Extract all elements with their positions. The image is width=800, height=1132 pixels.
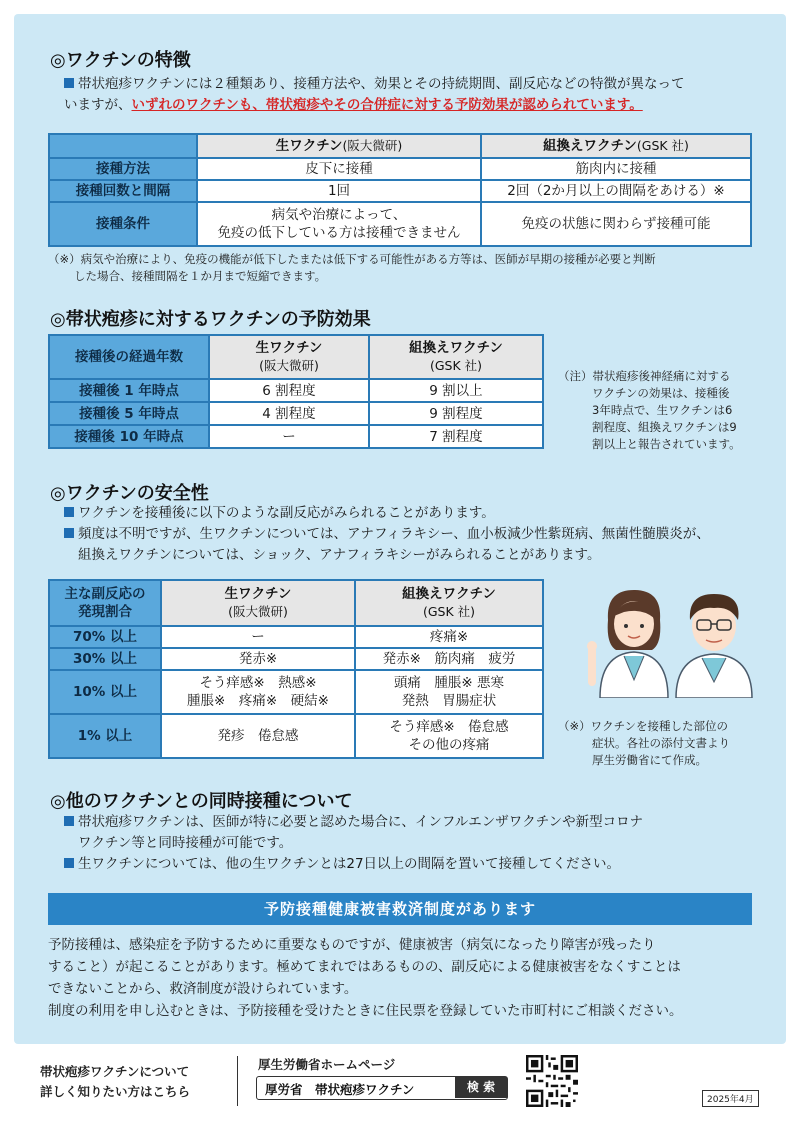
relief-banner: 予防接種健康被害救済制度があります xyxy=(48,893,752,925)
footer-homepage-label: 厚生労働省ホームページ xyxy=(258,1057,396,1072)
bullet-icon xyxy=(64,507,74,517)
efficacy-note: （注）帯状疱疹後神経痛に対する ワクチンの効果は、接種後 3年時点で、生ワクチンは6 割程度、組換えワクチンは9 割以上と報告されています。 xyxy=(558,369,741,451)
footer-info: 帯状疱疹ワクチンについて 詳しく知りたい方はこちら xyxy=(40,1064,191,1099)
section-title-simultaneous: ◎他のワクチンとの同時接種について xyxy=(50,791,353,812)
highlight-text: いずれのワクチンも、帯状疱疹やその合併症に対する予防効果が認められています。 xyxy=(131,97,643,113)
col-recombinant-vaccine: 組換えワクチン(GSK 社) xyxy=(481,134,751,158)
search-box[interactable] xyxy=(256,1076,508,1100)
doctors-illustration xyxy=(578,578,768,698)
table-row: 70% 以上 ー 疼痛※ xyxy=(49,626,543,648)
efficacy-table: 接種後の経過年数 生ワクチン (阪大微研) 組換えワクチン (GSK 社) 接種後 1 年時点 6 割程度 9 割以上 接種後 5 年時点 4 割程度 9 割程度 接種後 10 年時点 ー 7 割程度 xyxy=(48,334,544,449)
footer-divider xyxy=(237,1056,238,1106)
table-row: 接種回数と間隔 1回 2回（2か月以上の間隔をあける）※ xyxy=(49,180,751,202)
bullet-icon xyxy=(64,858,74,868)
features-table xyxy=(48,133,752,247)
male-doctor-icon xyxy=(676,594,752,698)
table-row: 30% 以上 発赤※ 発赤※ 筋肉痛 疲労 xyxy=(49,648,543,670)
qr-code-icon[interactable] xyxy=(526,1055,578,1107)
simultaneous-paragraph: 帯状疱疹ワクチンは、医師が特に必要と認めた場合に、インフルエンザワクチンや新型コロナ ワクチン等と同時接種が可能です。 生ワクチンについては、他の生ワクチンとは27日以上の間隔を置いて接種してください。 xyxy=(64,812,774,875)
search-query: 厚労省 帯状疱疹ワクチン xyxy=(265,1082,415,1097)
table-row: 接種条件 病気や治療によって、 免疫の低下している方は接種できません 免疫の状態に関わらず接種可能 xyxy=(49,202,751,246)
table-row: 接種方法 皮下に接種 筋肉内に接種 xyxy=(49,158,751,180)
publish-date: 2025年4月 xyxy=(702,1090,759,1107)
bullet-icon xyxy=(64,816,74,826)
section-title-safety: ◎ワクチンの安全性 xyxy=(50,483,209,504)
table-row: 接種後 1 年時点 6 割程度 9 割以上 xyxy=(49,379,543,402)
relief-paragraph: 予防接種は、感染症を予防するために重要なものですが、健康被害（病気になったり障害が残ったり すること）が起こることがあります。極めてまれではあるものの、副反応による健康被害をなくすことは できないことから、救済制度が設けられています。 制度の利用を申し込むときは、予防接種を受けたときに住民票を登録していた市町村にご相談ください。 xyxy=(48,937,683,1019)
table-row: 接種後 5 年時点 4 割程度 9 割程度 xyxy=(49,402,543,425)
side-effects-note: （※）ワクチンを接種した部位の 症状。各社の添付文書より 厚生労働省にて作成。 xyxy=(558,719,730,767)
female-doctor-icon xyxy=(587,590,668,698)
safety-paragraph: ワクチンを接種後に以下のような副反応がみられることがあります。 頻度は不明ですが、生ワクチンについては、アナフィラキシー、血小板減少性紫斑病、無菌性髄膜炎が、 組換えワクチンについては、ショック、アナフィラキシーがみられることがあります。 xyxy=(64,503,774,566)
col-live-vaccine: 生ワクチン(阪大微研) xyxy=(197,134,481,158)
table-row: 接種後 10 年時点 ー 7 割程度 xyxy=(49,425,543,448)
features-footnote: （※）病気や治療により、免疫の機能が低下したまたは低下する可能性がある方等は、医師が早期の接種が必要と判断 した場合、接種間隔を１か月まで短縮できます。 xyxy=(48,252,656,283)
table-row: 10% 以上 そう痒感※ 熱感※ 腫脹※ 疼痛※ 硬結※ 頭痛 腫脹※ 悪寒 発熱 胃腸症状 xyxy=(49,670,543,714)
section-title-efficacy: ◎帯状疱疹に対するワクチンの予防効果 xyxy=(50,309,371,330)
features-paragraph: 帯状疱疹ワクチンには２種類あり、接種方法や、効果とその持続期間、副反応などの特徴が異なって いますが、いずれのワクチンも、帯状疱疹やその合併症に対する予防効果が認められています。 xyxy=(64,76,685,113)
table-row: 1% 以上 発疹 倦怠感 そう痒感※ 倦怠感 その他の疼痛 xyxy=(49,714,543,758)
bullet-icon xyxy=(64,528,74,538)
side-effects-table: 主な副反応の 発現割合 生ワクチン (阪大微研) 組換えワクチン (GSK 社) 70% 以上 ー 疼痛※ 30% 以上 発赤※ 発赤※ 筋肉痛 疲労 10% 以上 そう痒感※ 熱感※ 腫脹※ 疼痛※ 硬結※ 頭痛 腫脹※ 悪寒 発熱 胃腸症状 1% 以上 発疹 倦怠感 そう痒感※ 倦怠感 その他の疼痛 xyxy=(48,579,544,759)
search-button[interactable]: 検 索 xyxy=(455,1077,507,1098)
section-title-features: ◎ワクチンの特徴 xyxy=(50,50,191,71)
table-corner xyxy=(49,134,197,158)
bullet-icon xyxy=(64,78,74,88)
